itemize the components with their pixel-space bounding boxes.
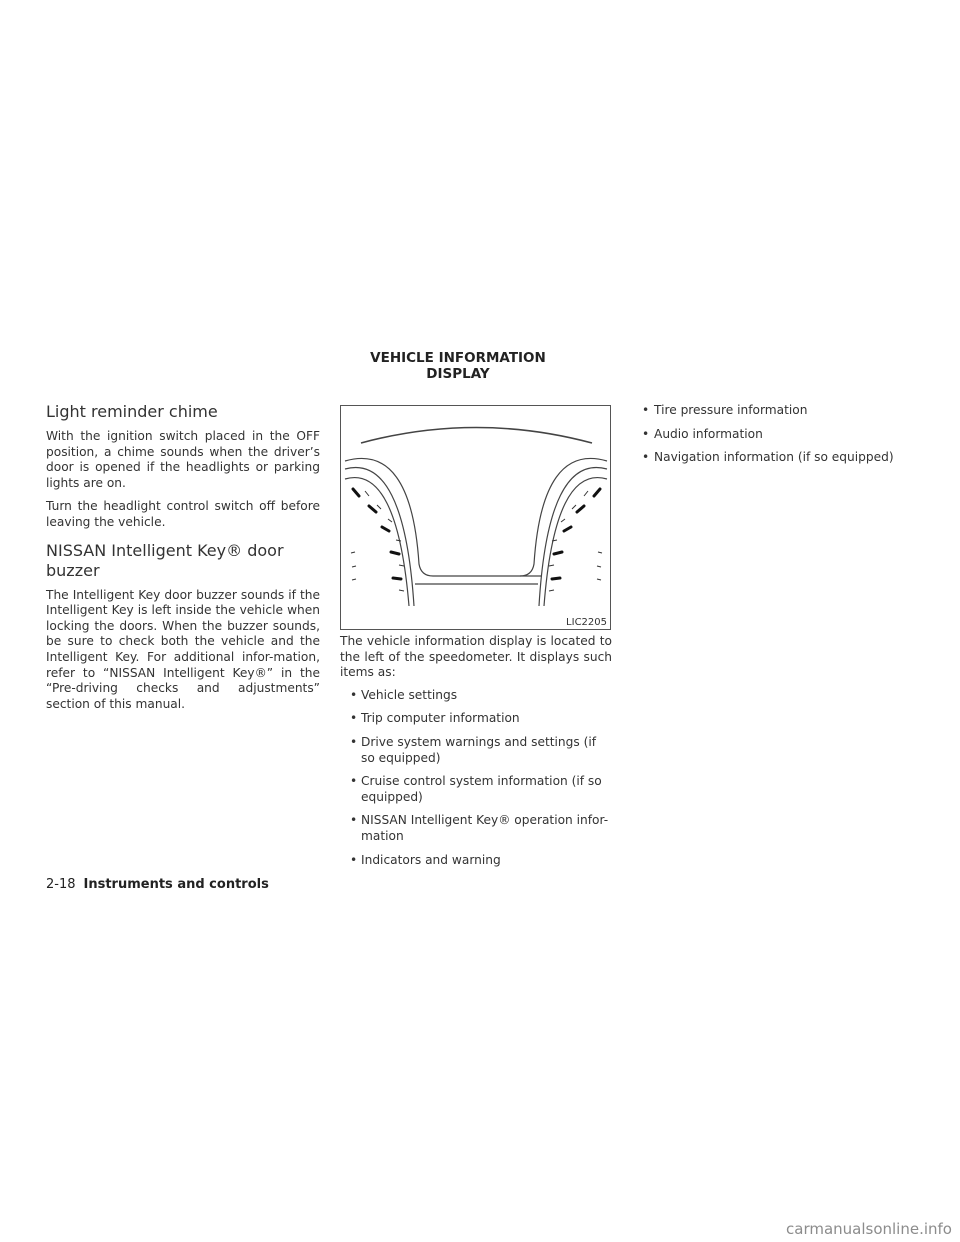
right-gauge-arc-outer — [544, 478, 607, 606]
bullet-glyph: • — [350, 813, 358, 828]
watermark: carmanualsonline.info — [786, 1220, 952, 1238]
heading-line-2: buzzer — [46, 560, 100, 580]
left-column — [46, 402, 320, 720]
heading-intelligent-key-buzzer — [46, 541, 320, 581]
list-item: • Audio information — [642, 426, 763, 441]
footer-section-title: Instruments and controls — [83, 877, 269, 892]
right-tick-marks — [552, 489, 600, 579]
bullet-glyph: • — [642, 450, 650, 465]
list-item: • Navigation information (if so equipped) — [642, 450, 894, 465]
list-item: • Trip computer information — [350, 711, 520, 726]
list-item: • Vehicle settings — [350, 687, 458, 702]
bullet-glyph: • — [350, 711, 358, 726]
list-item: • Drive system warnings and settings (if so equipped) — [350, 734, 597, 765]
display-items-list-continued — [634, 403, 914, 466]
middle-column — [340, 634, 612, 876]
bullet-glyph: • — [642, 403, 650, 417]
paragraph-intelligent-key-buzzer-end: section of this manual. — [46, 696, 186, 711]
bullet-glyph: • — [350, 687, 358, 702]
speedometer-illustration — [340, 405, 611, 630]
paragraph-light-reminder: With the ignition switch placed in the OFF position, a chime sounds when the driver’s door is opened if the headlights or parking lights are on. — [46, 429, 320, 490]
right-minor-ticks — [549, 491, 602, 591]
page-number: 2-18 — [46, 877, 76, 892]
heading-line-1: NISSAN Intelligent Key® door — [46, 540, 284, 560]
list-item: • NISSAN Intelligent Key® operation infor-mation — [350, 813, 609, 843]
right-column — [634, 403, 914, 474]
page-footer — [46, 877, 269, 892]
figure-label: LIC2205 — [566, 617, 607, 628]
cluster-top-arc — [361, 428, 592, 444]
bullet-glyph: • — [350, 734, 358, 749]
list-item: • Indicators and warning — [350, 852, 501, 867]
list-item: • Cruise control system information (if so equipped) — [350, 774, 602, 804]
paragraph-vehicle-info-display: The vehicle information display is located to the left of the speedometer. It displays such items as: — [340, 634, 612, 680]
display-items-list — [340, 688, 612, 868]
heading-light-reminder-chime: Light reminder chime — [46, 402, 218, 421]
paragraph-intelligent-key-buzzer: The Intelligent Key door buzzer sounds if the Intelligent Key is left inside the vehicle when locking the doors. When the buzzer sounds, be sure to check both the vehicle and the Intelligent Key. For additional infor-mation, refer to “NISSAN Intelligent Key®” in the “Pre-driving checks and adjustments” — [46, 587, 320, 696]
left-gauge-arc-inner — [345, 458, 541, 576]
left-tick-marks — [353, 489, 401, 579]
section-heading: VEHICLE INFORMATION DISPLAY — [370, 350, 546, 382]
bullet-glyph: • — [642, 426, 650, 441]
paragraph-headlight-switch: Turn the headlight control switch off before leaving the vehicle. — [46, 499, 320, 529]
right-gauge-arc-inner — [520, 458, 607, 576]
bullet-glyph: • — [350, 774, 358, 789]
list-item: • Tire pressure information — [642, 403, 808, 417]
left-gauge-arc-outer — [345, 478, 409, 606]
gauge-cluster-drawing — [341, 406, 612, 631]
bullet-glyph: • — [350, 852, 358, 867]
